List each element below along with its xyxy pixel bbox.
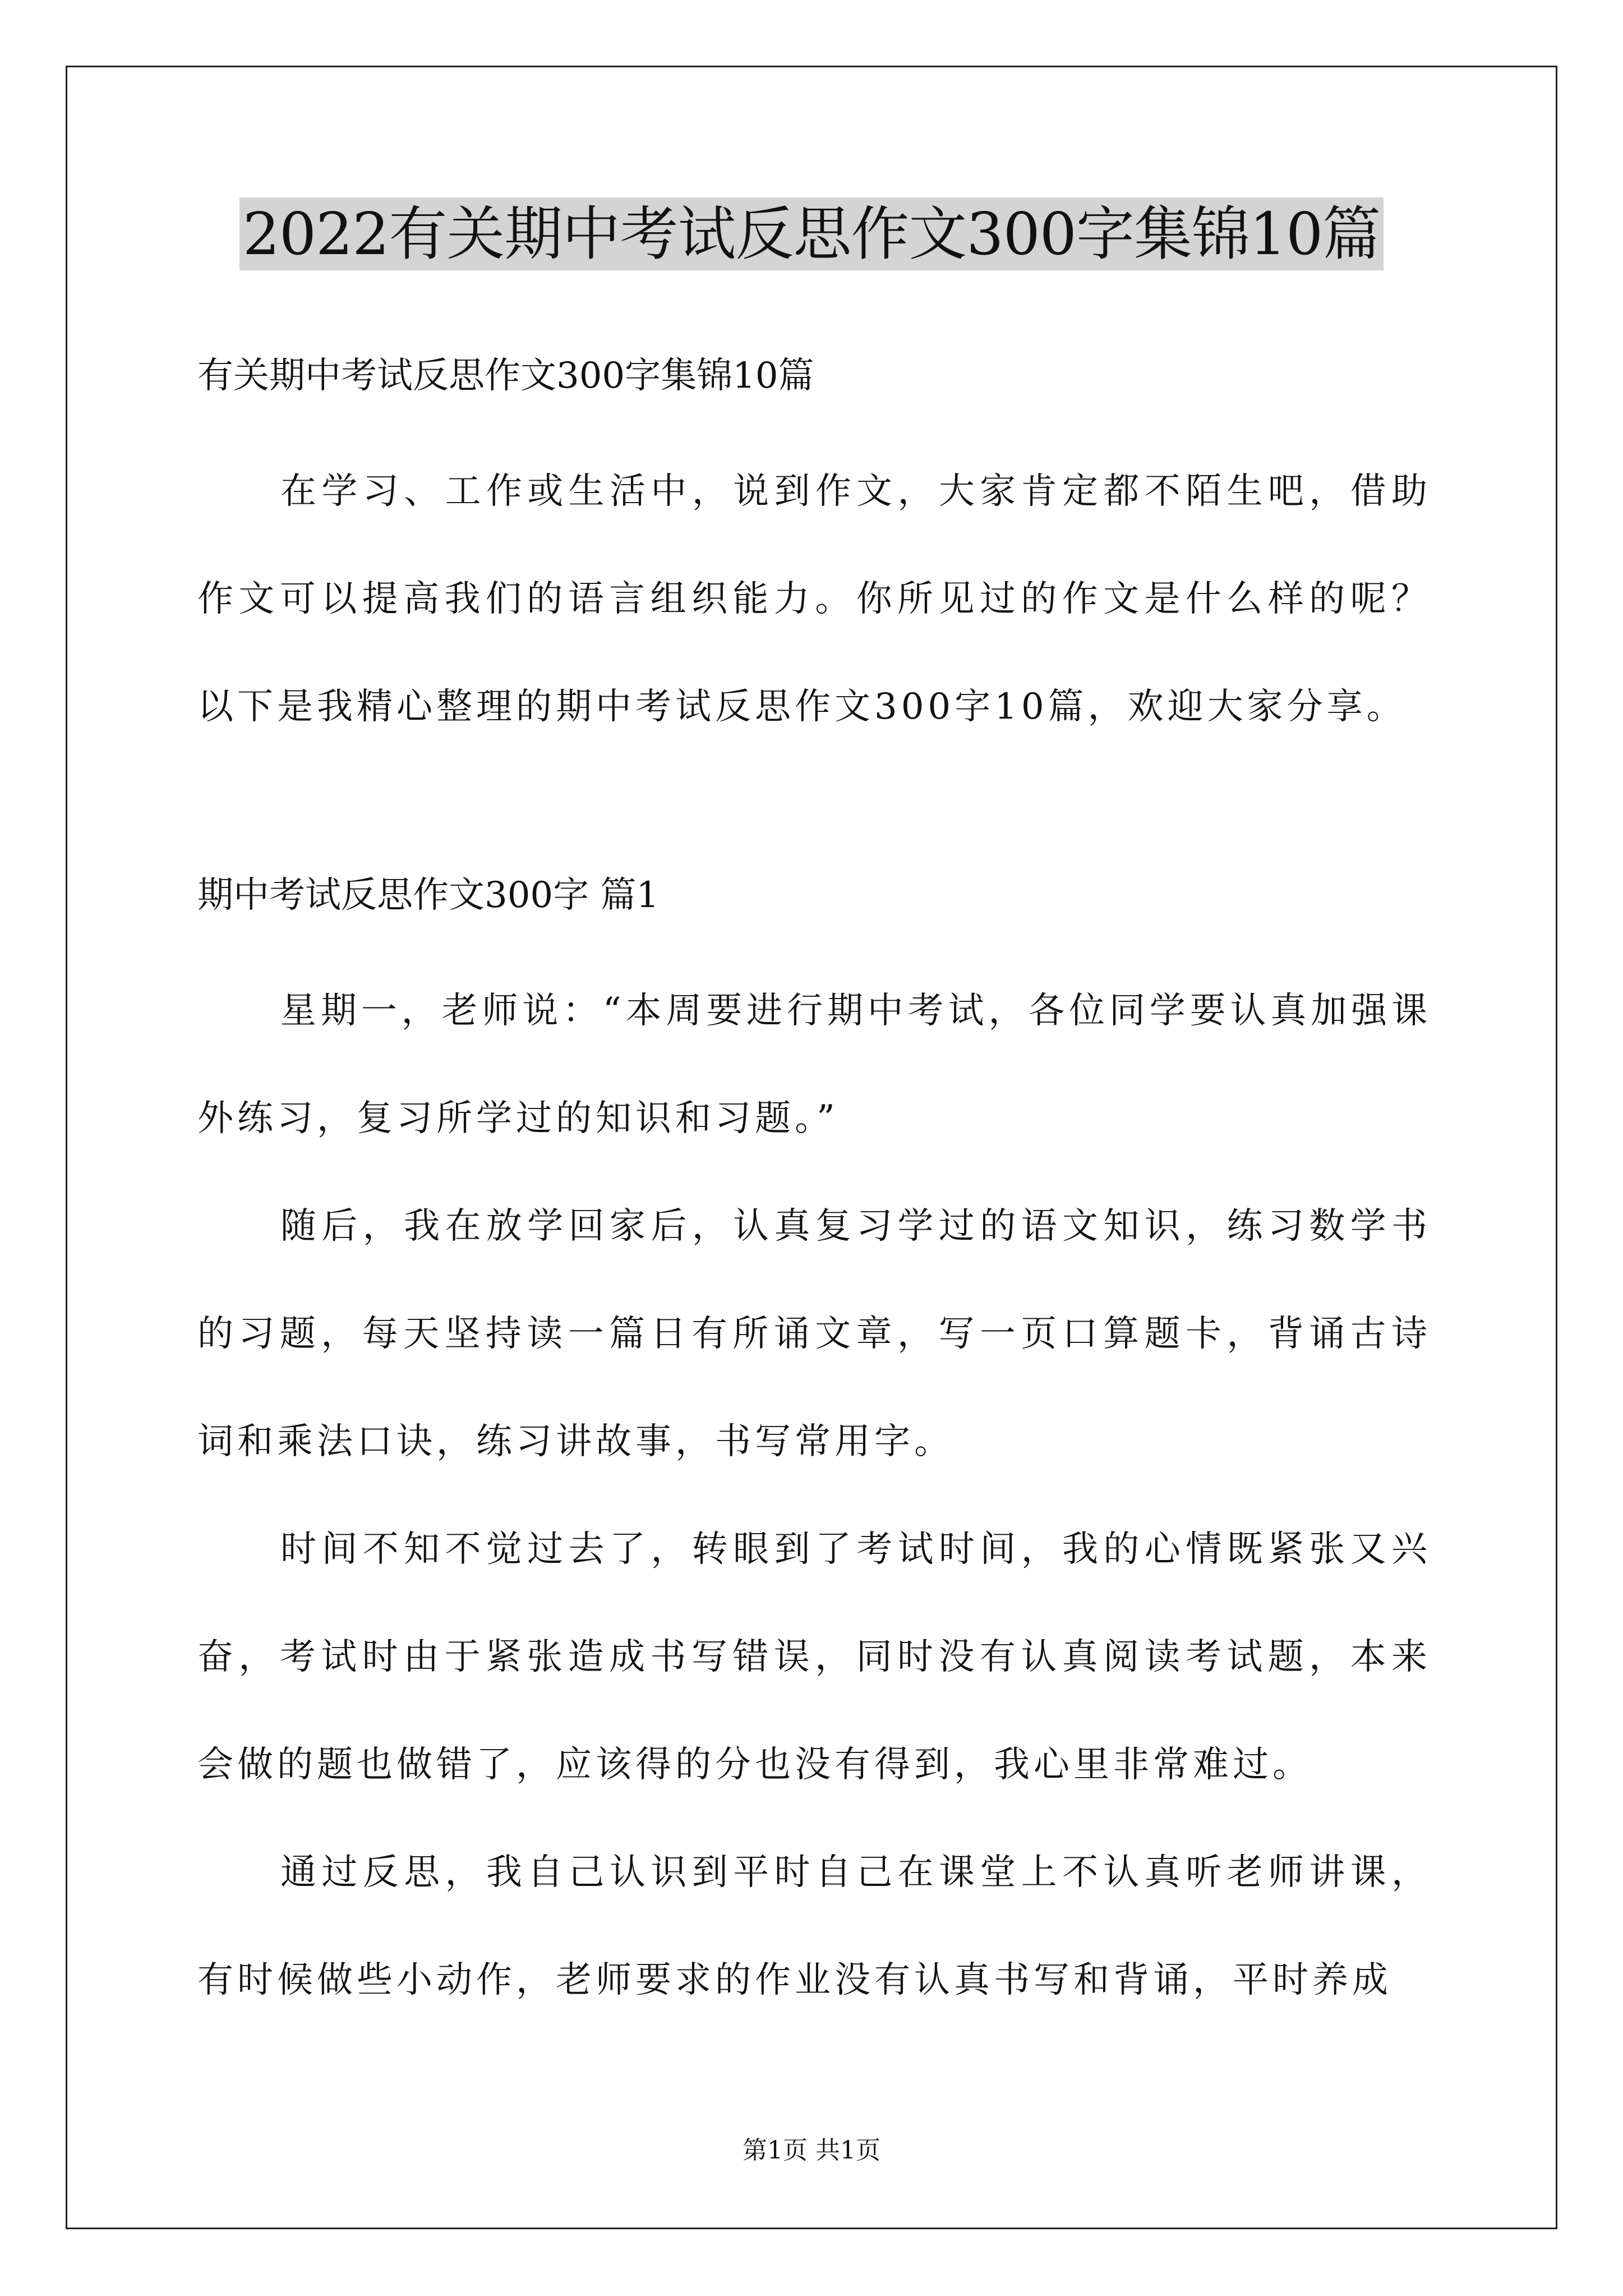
document-body: [197, 309, 1431, 2034]
body-paragraph-4: 通过反思，我自己认识到平时自己在课堂上不认真听老师讲课，有时候做些小动作，老师要求的作业没有认真书写和背诵，平时养成: [197, 1852, 1431, 2001]
body-paragraph-2: 随后，我在放学回家后，认真复习学过的语文知识，练习数学书的习题，每天坚持读一篇日有所诵文章，写一页口算题卡，背诵古诗词和乘法口诀，练习讲故事，书写常用字。: [197, 1205, 1431, 1462]
body-paragraph-1: 星期一，老师说：“本周要进行期中考试，各位同学要认真加强课外练习，复习所学过的知识和习题。”: [197, 990, 1431, 1139]
title-container: [0, 197, 1623, 270]
body-paragraph-3: 时间不知不觉过去了，转眼到了考试时间，我的心情既紧张又兴奋，考试时由于紧张造成书写错误，同时没有认真阅读考试题，本来会做的题也做错了，应该得的分也没有得到，我心里非常难过。: [197, 1529, 1431, 1786]
section-heading: 期中考试反思作文300字 篇1: [197, 875, 660, 916]
document-title: 2022有关期中考试反思作文300字集锦10篇: [239, 197, 1384, 270]
intro-paragraph: 在学习、工作或生活中，说到作文，大家肯定都不陌生吧，借助作文可以提高我们的语言组织能力。你所见过的作文是什么样的呢？以下是我精心整理的期中考试反思作文300字10篇，欢迎大家分享。: [197, 471, 1431, 728]
document-subtitle: 有关期中考试反思作文300字集锦10篇: [197, 355, 814, 397]
page-footer: 第1页 共1页: [743, 2136, 880, 2165]
